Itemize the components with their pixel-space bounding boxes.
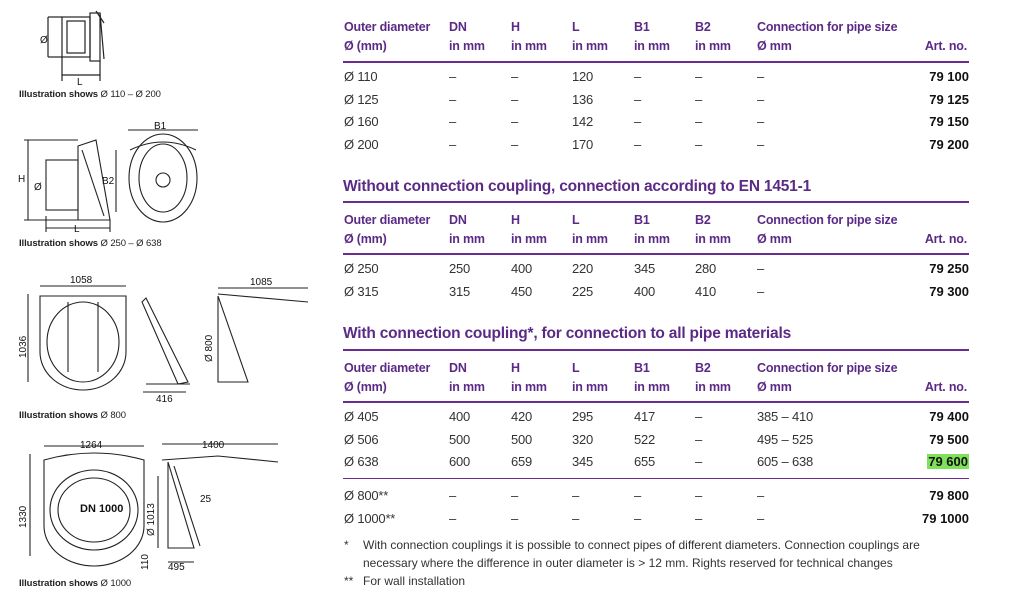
fig4-dim-diameter: Ø 1013: [146, 503, 157, 536]
cell-h: –: [511, 91, 519, 107]
col-header-outer-diameter: Outer diameter Ø (mm): [344, 361, 431, 394]
fig3-dim-length: 1085: [250, 277, 273, 288]
col-header-l: L in mm: [572, 20, 608, 53]
figure-3-caption: Illustration shows Ø 800: [19, 410, 126, 421]
cell-dn: 500: [449, 431, 471, 447]
fig3-dim-width: 1058: [70, 275, 93, 286]
cell-b2: –: [695, 91, 703, 107]
cell-dn: –: [449, 91, 457, 107]
fig3-dim-diameter: Ø 800: [204, 334, 215, 362]
fig4-dim-110: 110: [140, 554, 151, 570]
cell-art-no: [929, 485, 969, 507]
cell-art-no: [929, 258, 969, 280]
fig2-dim-l: L: [74, 224, 80, 235]
section-title-without-coupling: Without connection coupling, connection according to EN 1451-1: [343, 178, 811, 195]
figure-3-drawing: [18, 272, 318, 407]
col-header-b1: B1 in mm: [634, 361, 670, 394]
cell-dn: 400: [449, 409, 471, 424]
figure-2-caption: Illustration shows Ø 250 – Ø 638: [19, 238, 162, 249]
cell-b2: –: [695, 136, 703, 152]
cell-l: 295: [572, 409, 594, 424]
col-header-outer-diameter: Outer diameter Ø (mm): [344, 213, 431, 246]
cell-conn: –: [757, 136, 765, 152]
art-no-value: 79 800: [929, 488, 969, 503]
cell-od: Ø 506: [344, 431, 379, 447]
cell-dn: –: [449, 69, 457, 84]
col-header-connection: Connection for pipe size Ø mm: [757, 20, 898, 53]
col-header-h: H in mm: [511, 213, 547, 246]
cell-b2: –: [695, 454, 703, 469]
divider: [343, 401, 969, 403]
col-header-b1: B1 in mm: [634, 213, 670, 246]
art-no-value: 79 1000: [922, 511, 969, 526]
art-no-value: 79 150: [929, 114, 969, 129]
col-header-h: H in mm: [511, 20, 547, 53]
cell-b2: –: [695, 409, 703, 424]
cell-od: Ø 250: [344, 261, 379, 276]
cell-od: Ø 315: [344, 284, 379, 299]
cell-dn: –: [449, 488, 457, 503]
fig4-dim-width: 1264: [80, 440, 103, 451]
cell-b2: 410: [695, 284, 717, 299]
divider: [343, 201, 969, 203]
fig2-dim-h: H: [18, 174, 26, 185]
fig4-dim-height: 1330: [18, 505, 29, 528]
footnote-2: ** For wall installation: [344, 574, 466, 588]
figure-1-caption: Illustration shows Ø 110 – Ø 200: [19, 89, 161, 100]
col-header-b2: B2 in mm: [695, 20, 731, 53]
col-header-dn: DN in mm: [449, 20, 485, 53]
cell-od: Ø 800**: [344, 488, 389, 503]
cell-od: Ø 110: [344, 69, 378, 84]
art-no-value: 79 125: [929, 91, 969, 107]
cell-h: –: [511, 511, 519, 526]
fig1-dim-diameter: Ø: [40, 35, 48, 46]
art-no-value: 79 100: [929, 69, 969, 84]
figure-1-drawing: [22, 5, 142, 85]
cell-h: 500: [511, 431, 533, 447]
fig4-dim-length: 1400: [202, 440, 225, 451]
divider: [343, 349, 969, 351]
cell-h: 400: [511, 261, 533, 276]
cell-b1: 522: [634, 431, 656, 447]
col-header-connection: Connection for pipe size Ø mm: [757, 361, 898, 394]
cell-b2: –: [695, 511, 703, 526]
col-header-dn: DN in mm: [449, 213, 485, 246]
cell-l: 136: [572, 91, 594, 107]
cell-conn: –: [757, 114, 765, 129]
cell-l: 142: [572, 114, 594, 129]
cell-art-no: [929, 429, 969, 451]
cell-conn: –: [757, 284, 765, 299]
cell-l: 170: [572, 136, 594, 152]
divider: [343, 61, 969, 63]
fig4-dim-depth: 495: [168, 562, 185, 573]
art-no-value: 79 200: [929, 136, 969, 152]
cell-dn: –: [449, 136, 457, 152]
fig1-dim-l: L: [77, 77, 83, 85]
fig3-dim-height: 1036: [18, 335, 29, 358]
cell-b1: 400: [634, 284, 656, 299]
cell-h: 450: [511, 284, 533, 299]
cell-b1: 655: [634, 454, 656, 469]
cell-conn: 385 – 410: [757, 409, 814, 424]
col-header-outer-diameter: Outer diameter Ø (mm): [344, 20, 431, 53]
cell-l: –: [572, 511, 580, 526]
cell-h: –: [511, 488, 519, 503]
cell-b2: –: [695, 488, 703, 503]
fig2-dim-b1: B1: [154, 121, 167, 132]
cell-conn: –: [757, 488, 765, 503]
cell-b2: 280: [695, 261, 717, 276]
art-no-value: 79 500: [929, 431, 969, 447]
cell-b1: 345: [634, 261, 656, 276]
cell-conn: 495 – 525: [757, 431, 814, 447]
cell-h: 659: [511, 454, 533, 469]
col-header-art-no: Art. no.: [924, 380, 967, 394]
cell-od: Ø 1000**: [344, 511, 396, 526]
cell-conn: –: [757, 69, 765, 84]
col-header-connection: Connection for pipe size Ø mm: [757, 213, 898, 246]
cell-dn: 315: [449, 284, 471, 299]
cell-b1: –: [634, 136, 642, 152]
col-header-b1: B1 in mm: [634, 20, 670, 53]
cell-b2: –: [695, 114, 703, 129]
cell-b1: –: [634, 69, 642, 84]
figure-4-drawing: [18, 436, 318, 576]
col-header-b2: B2 in mm: [695, 213, 731, 246]
cell-b1: 417: [634, 409, 656, 424]
cell-h: –: [511, 114, 519, 129]
cell-conn: –: [757, 511, 765, 526]
cell-art-no: [929, 66, 969, 88]
cell-l: 345: [572, 454, 594, 469]
cell-b1: –: [634, 91, 642, 107]
fig2-dim-b2: B2: [102, 176, 115, 187]
art-no-value: 79 250: [929, 261, 969, 276]
cell-art-no: [922, 508, 969, 530]
col-header-h: H in mm: [511, 361, 547, 394]
figure-4-caption: Illustration shows Ø 1000: [19, 578, 132, 589]
cell-h: 420: [511, 409, 533, 424]
cell-dn: 250: [449, 261, 471, 276]
col-header-dn: DN in mm: [449, 361, 485, 394]
divider: [343, 253, 969, 255]
cell-od: Ø 160: [344, 114, 379, 129]
cell-h: –: [511, 136, 519, 152]
cell-od: Ø 638: [344, 454, 379, 469]
art-no-value: 79 400: [929, 409, 969, 424]
figure-2-drawing: [18, 120, 218, 235]
cell-od: Ø 200: [344, 136, 379, 152]
cell-b1: –: [634, 488, 642, 503]
cell-dn: –: [449, 511, 457, 526]
cell-art-no: [927, 451, 969, 473]
col-header-l: L in mm: [572, 213, 608, 246]
cell-od: Ø 125: [344, 91, 379, 107]
cell-art-no: [929, 406, 969, 428]
section-title-with-coupling: With connection coupling*, for connection to all pipe materials: [343, 325, 791, 342]
footnote-1: * With connection couplings it is possible to connect pipes of different diameters. Connection couplings are necessary where the difference in outer diameter is > 12 mm. Rights reserved for technical changes: [344, 538, 920, 570]
cell-art-no: [929, 281, 969, 303]
cell-conn: –: [757, 91, 765, 107]
cell-l: –: [572, 488, 580, 503]
cell-art-no: [929, 111, 969, 133]
divider: [343, 478, 969, 479]
highlighted-art-no: 79 600: [928, 454, 968, 469]
art-no-value: 79 300: [929, 284, 969, 299]
cell-b1: –: [634, 511, 642, 526]
fig2-dim-diameter: Ø: [34, 182, 42, 193]
col-header-art-no: Art. no.: [924, 232, 967, 246]
cell-conn: 605 – 638: [757, 454, 814, 469]
col-header-b2: B2 in mm: [695, 361, 731, 394]
cell-art-no: [929, 89, 969, 111]
cell-dn: –: [449, 114, 457, 129]
fig4-label-dn: DN 1000: [80, 503, 124, 515]
illustrations-panel: [0, 0, 330, 597]
cell-conn: –: [757, 261, 765, 276]
cell-od: Ø 405: [344, 409, 379, 424]
fig3-dim-depth: 416: [156, 394, 173, 405]
cell-b2: –: [695, 69, 703, 84]
cell-dn: 600: [449, 454, 471, 469]
product-tables: [343, 0, 969, 597]
fig4-dim-25: 25: [200, 494, 212, 505]
cell-l: 320: [572, 431, 594, 447]
cell-l: 120: [572, 69, 594, 84]
cell-h: –: [511, 69, 519, 84]
cell-art-no: [929, 134, 969, 156]
cell-b2: –: [695, 431, 703, 447]
col-header-art-no: Art. no.: [924, 39, 967, 53]
col-header-l: L in mm: [572, 361, 608, 394]
cell-l: 225: [572, 284, 594, 299]
cell-l: 220: [572, 261, 594, 276]
cell-b1: –: [634, 114, 642, 129]
